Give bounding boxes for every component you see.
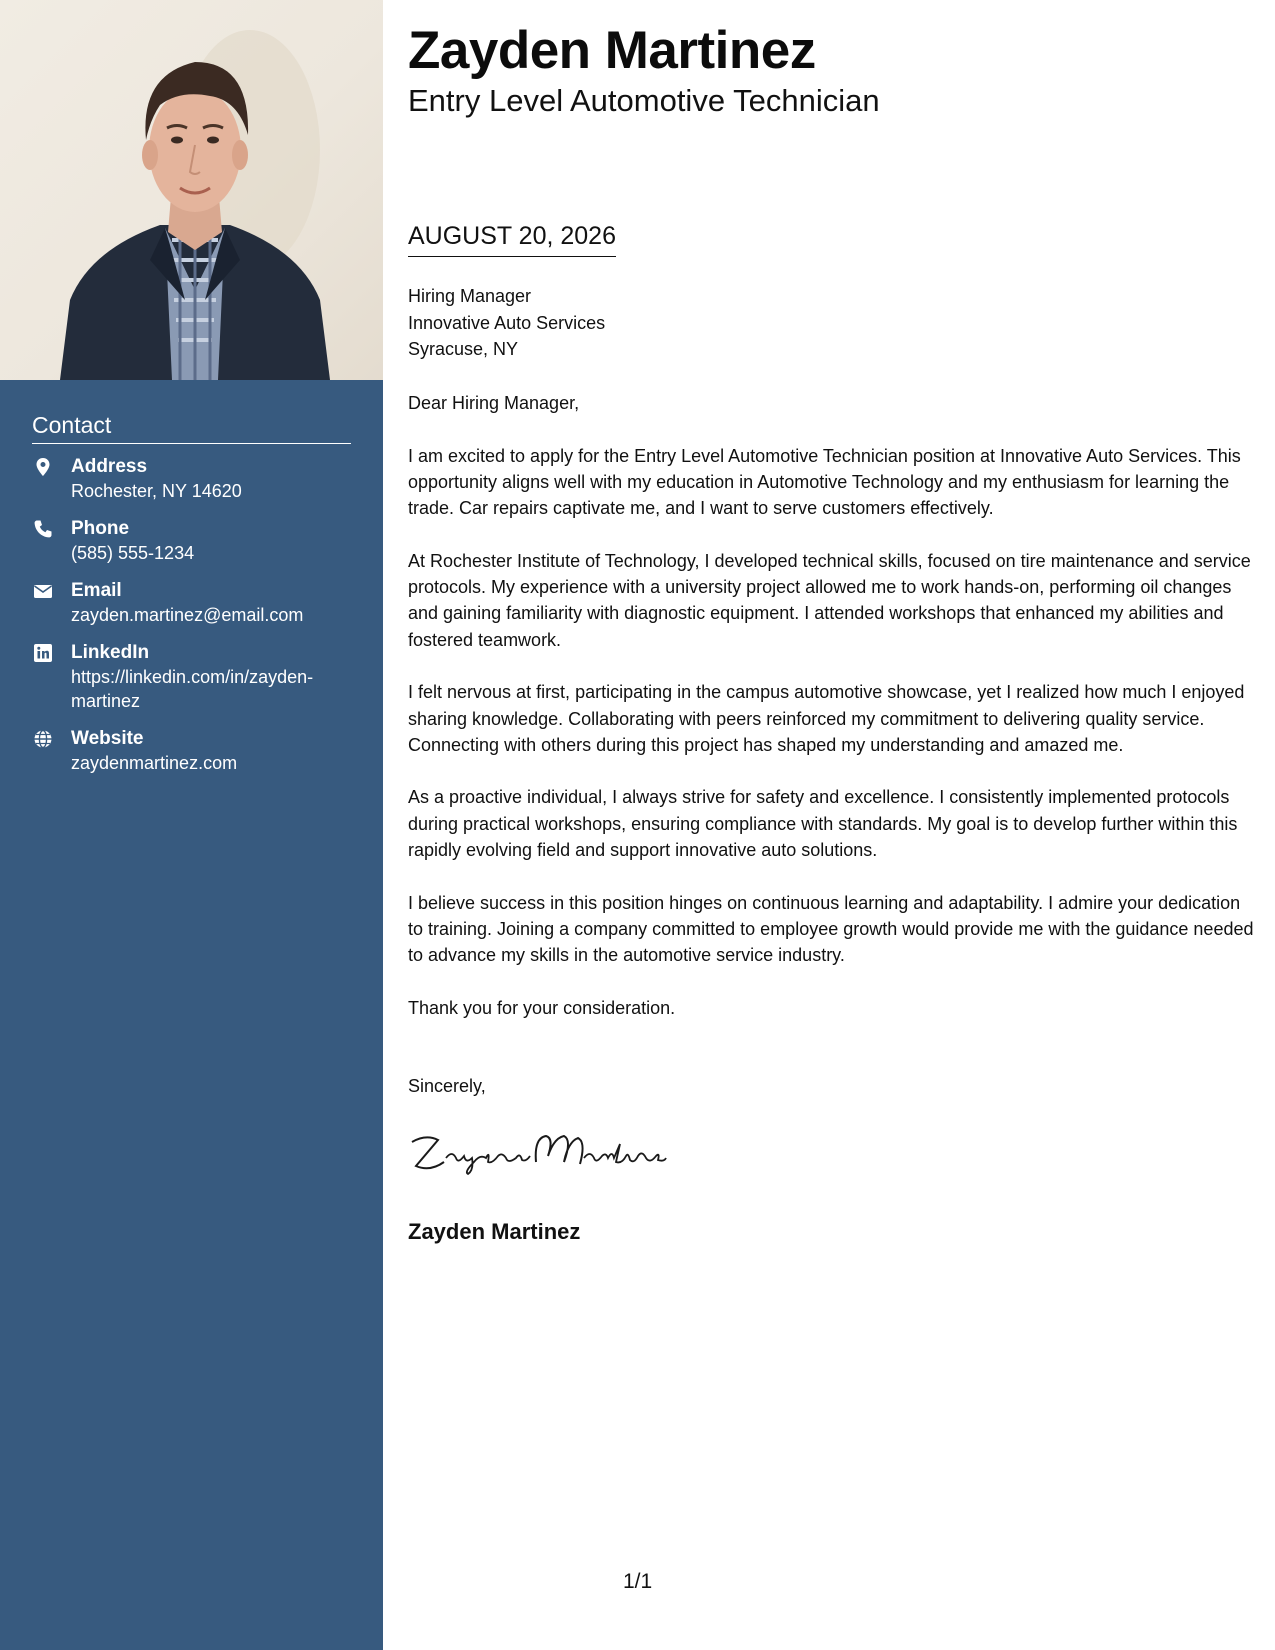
body-paragraph: I felt nervous at first, participating in the campus automotive showcase, yet I realized how much I enjoyed sharing knowledge. Collaborating with peers reinforced my commitment to delivering quality service. Connecting with others during this project has shaped my understanding and amazed me. (408, 682, 1245, 755)
globe-icon (33, 729, 53, 749)
handwritten-signature (408, 1128, 668, 1178)
contact-item-email (32, 578, 351, 627)
job-title: Entry Level Automotive Technician (408, 83, 880, 118)
phone-value[interactable]: (585) 555-1234 (71, 543, 195, 563)
body-paragraph: I believe success in this position hinges on continuous learning and adaptability. I admire your dedication to training. Joining a company committed to employee growth would provide me with the guidance needed to advance my skills in the automotive service industry. (408, 892, 1254, 966)
recipient-line: Syracuse, NY (408, 339, 519, 359)
recipient-block (408, 283, 605, 363)
envelope-icon (33, 581, 53, 601)
contact-label: Website (71, 728, 144, 749)
contact-item-phone (32, 516, 351, 565)
contact-section (32, 412, 351, 788)
linkedin-link[interactable]: https://linkedin.com/in/zayden-martinez (71, 667, 314, 711)
contact-item-website (32, 726, 351, 775)
phone-icon (33, 519, 53, 539)
contact-label: Email (71, 580, 122, 601)
closing: Sincerely, (408, 1076, 486, 1096)
salutation: Dear Hiring Manager, (408, 393, 580, 413)
profile-photo-illustration (0, 0, 383, 380)
contact-item-linkedin (32, 640, 351, 713)
letter-body (408, 390, 1258, 1047)
address-value: Rochester, NY 14620 (71, 481, 242, 501)
email-link[interactable]: zayden.martinez@email.com (71, 605, 304, 625)
contact-label: LinkedIn (71, 642, 150, 663)
profile-photo (0, 0, 383, 380)
sidebar (0, 0, 383, 1650)
body-paragraph: Thank you for your consideration. (408, 997, 676, 1018)
contact-heading: Contact (32, 412, 351, 444)
letter-date: AUGUST 20, 2026 (408, 222, 616, 257)
body-paragraph: I am excited to apply for the Entry Level Automotive Technician position at Innovative Auto Services. This opportunity aligns well with my education in Automotive Technology and my enthusiasm for learning the trade. Car repairs captivate me, and I want to serve customers effectively. (408, 445, 1241, 519)
contact-label: Phone (71, 518, 130, 539)
linkedin-icon (33, 643, 53, 663)
contact-item-address (32, 454, 351, 503)
contact-label: Address (71, 456, 148, 477)
recipient-line: Innovative Auto Services (408, 312, 606, 333)
page-number: 1/1 (623, 1570, 653, 1593)
body-paragraph: As a proactive individual, I always strive for safety and excellence. I consistently implemented protocols during practical workshops, ensuring compliance with standards. My goal is to develop further within this rapidly evolving field and support innovative auto solutions. (408, 787, 1238, 861)
applicant-name: Zayden Martinez (408, 21, 816, 80)
location-pin-icon (33, 457, 53, 477)
signed-name: Zayden Martinez (408, 1219, 581, 1244)
body-paragraph: At Rochester Institute of Technology, I developed technical skills, focused on tire maintenance and service protocols. My experience with a university project allowed me to work hands-on, performing oil changes and gaining familiarity with diagnostic equipment. I attended workshops that enhanced my abilities and fostered teamwork. (408, 550, 1251, 650)
recipient-line: Hiring Manager (408, 286, 532, 306)
website-link[interactable]: zaydenmartinez.com (71, 753, 238, 773)
